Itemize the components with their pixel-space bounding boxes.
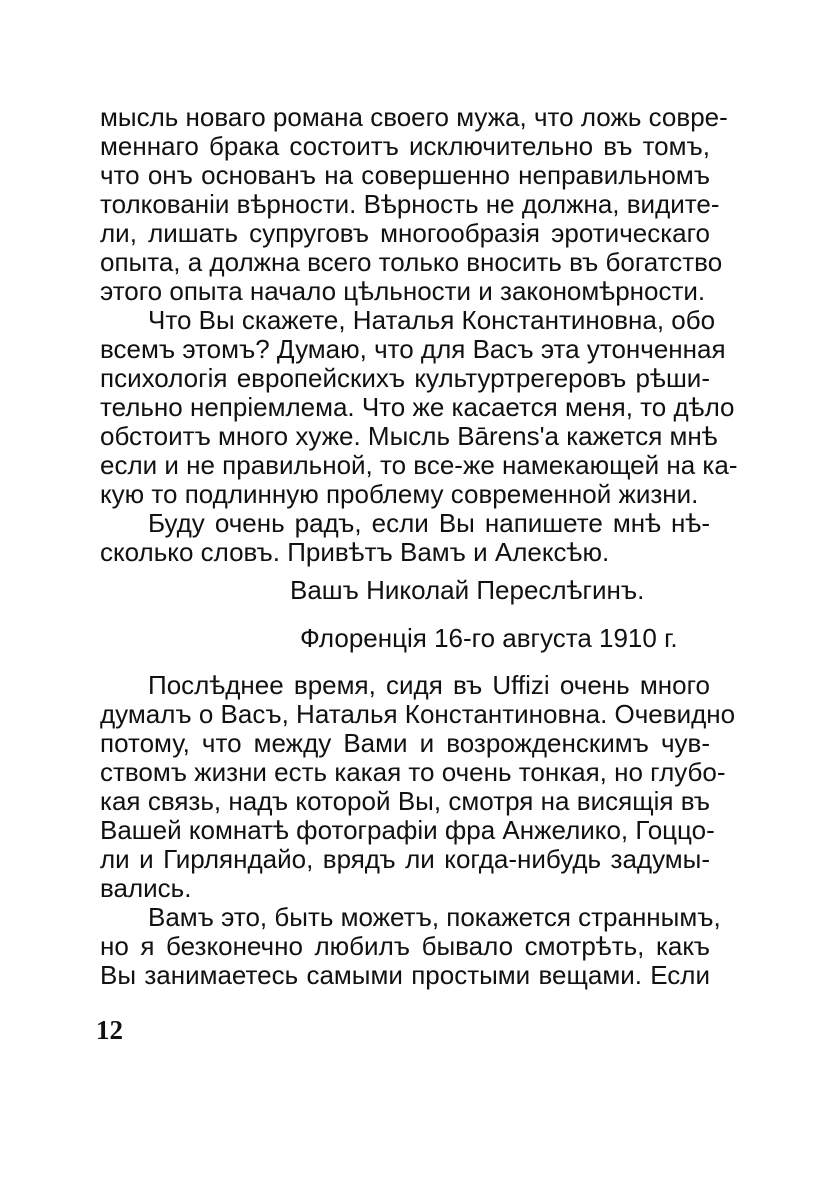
text-line: Вашей комнатѣ фотографiи фра Анжелико, Гоццо- (100, 815, 715, 845)
text-line: меннаго брака состоитъ исключительно въ томъ, (100, 131, 710, 161)
text-line: кую то подлинную проблему современной жизни. (100, 479, 699, 509)
letter-dateline: Флоренцiя 16-го августа 1910 г. (300, 623, 678, 653)
text-line: тельно непрiемлема. Что же касается меня, то дѣло (100, 392, 735, 422)
page-number: 12 (96, 1015, 123, 1045)
text-line: Вы занимаетесь самыми простыми вещами. Если (100, 960, 710, 990)
text-line: вались. (100, 873, 192, 903)
text-line: этого опыта начало цѣльности и закономѣрности. (100, 276, 706, 306)
text-line: но я безконечно любилъ бывало смотрѣть, какъ (100, 931, 710, 961)
text-line: что онъ основанъ на совершенно неправильномъ (100, 160, 710, 190)
text-line: думалъ о Васъ, Наталья Константиновна. Очевидно (100, 699, 736, 729)
text-line: ли, лишать супруговъ многообразiя эротическаго (100, 218, 710, 248)
text-line: сколько словъ. Привѣтъ Вамъ и Алексѣю. (100, 537, 610, 567)
text-line: Что Вы скажете, Наталья Константиновна, обо (148, 305, 716, 335)
text-line: толкованiи вѣрности. Вѣрность не должна, видите- (100, 189, 720, 219)
text-line: всемъ этомъ? Думаю, что для Васъ эта утонченная (100, 334, 726, 364)
letter-signature: Вашъ Николай Переслѣгинъ. (290, 575, 645, 605)
text-line: Вамъ это, быть можетъ, покажется страннымъ, (148, 902, 721, 932)
text-line: Буду очень радъ, если Вы напишете мнѣ нѣ- (148, 508, 710, 538)
text-line: если и не правильной, то все-же намекающей на ка- (100, 450, 738, 480)
text-line: мысль новаго романа своего мужа, что ложь совре- (100, 102, 728, 132)
text-line: Послѣднее время, сидя въ Uffizi очень много (148, 670, 710, 700)
text-line: кая связь, надъ которой Вы, смотря на висящiя въ (100, 786, 710, 816)
text-line: ли и Гирляндайо, врядъ ли когда-нибудь задумы- (100, 844, 710, 874)
text-line: ствомъ жизни есть какая то очень тонкая, но глубо- (100, 757, 726, 787)
text-line: обстоитъ много хуже. Мысль Bārens'a кажется мнѣ (100, 421, 718, 451)
text-line: потому, что между Вами и возрожденскимъ чув- (100, 728, 710, 758)
text-line: психологiя европейскихъ культуртрегеровъ рѣши- (100, 363, 710, 393)
text-line: опыта, а должна всего только вносить въ богатство (100, 247, 723, 277)
